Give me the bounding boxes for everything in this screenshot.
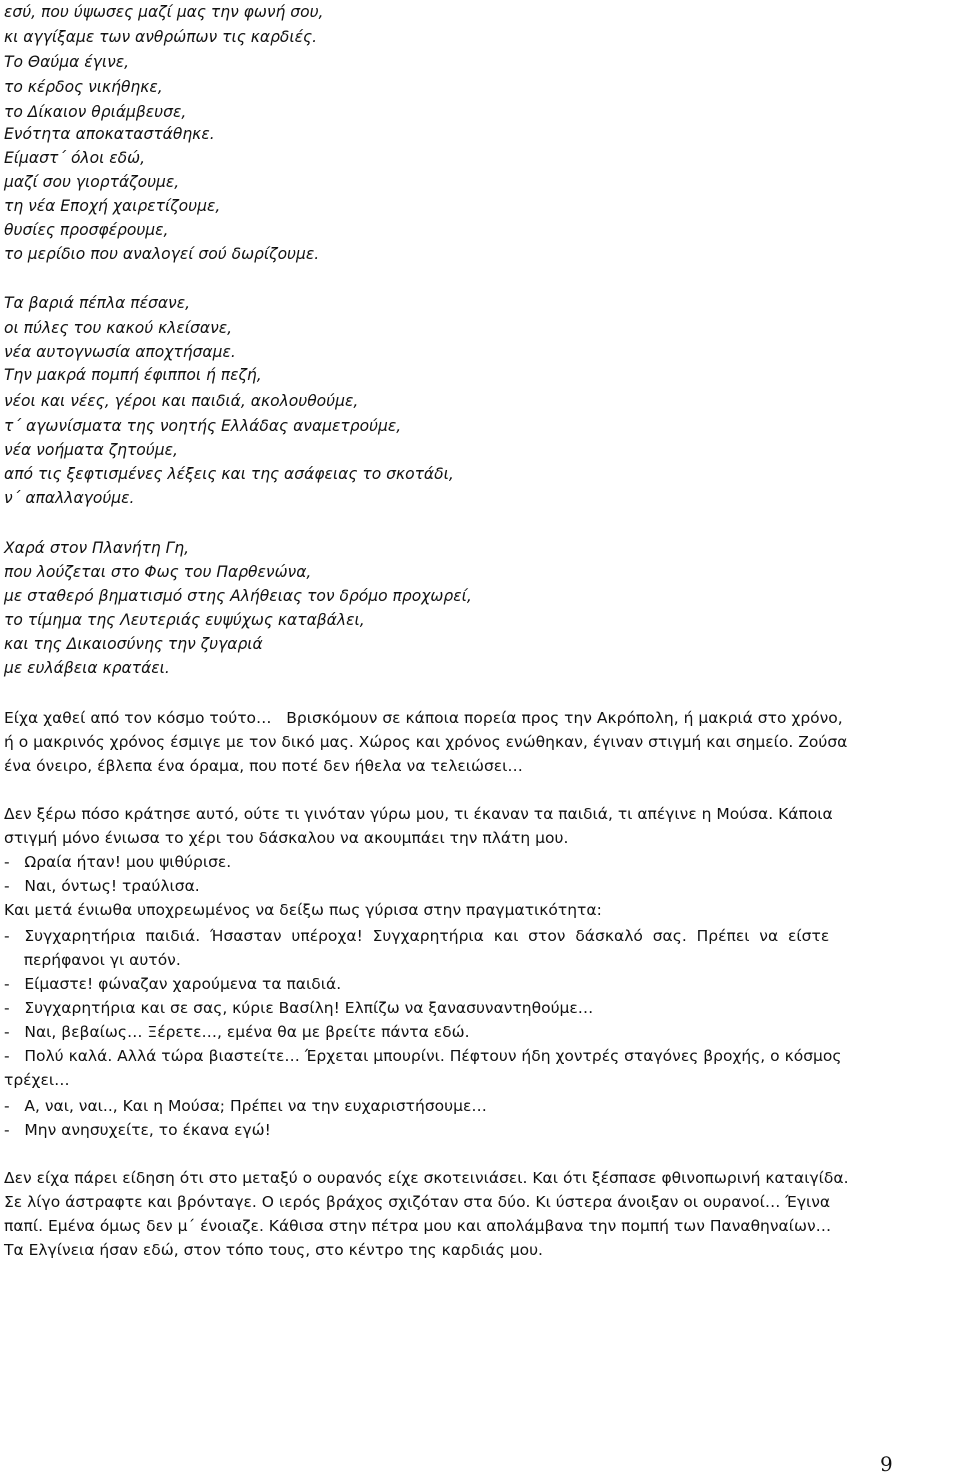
poem-line: το κέρδος νικήθηκε, (4, 78, 163, 96)
prose-line: στιγμή μόνο ένιωσα το χέρι του δάσκαλου να ακουμπάει την πλάτη μου. (4, 829, 569, 847)
poem-line: και της Δικαιοσύνης την ζυγαριά (4, 635, 263, 653)
poem-line: θυσίες προσφέρουμε, (4, 221, 169, 239)
poem-line: Το Θαύμα έγινε, (4, 53, 130, 71)
dialogue-line: - Ωραία ήταν! μου ψιθύρισε. (4, 853, 232, 871)
poem-line: με ευλάβεια κρατάει. (4, 659, 170, 677)
dialogue-line: περήφανοι γι αυτόν. (4, 951, 181, 969)
poem-line: το μερίδιο που αναλογεί σού δωρίζουμε. (4, 245, 320, 263)
poem-line: Τα βαριά πέπλα πέσανε, (4, 294, 191, 312)
poem-line: το τίμημα της Λευτεριάς ευψύχως καταβάλει, (4, 611, 365, 629)
poem-line: νέοι και νέες, γέροι και παιδιά, ακολουθούμε, (4, 392, 359, 410)
prose-line: ή ο μακρινός χρόνος έσμιγε με τον δικό μας. Χώρος και χρόνος ενώθηκαν, έγιναν στιγμή και σημείο. Ζούσα (4, 733, 848, 751)
poem-line: Την μακρά πομπή έφιπποι ή πεζή, (4, 366, 262, 384)
poem-line: νέα αυτογνωσία αποχτήσαμε. (4, 343, 236, 361)
poem-line: Ενότητα αποκαταστάθηκε. (4, 125, 215, 143)
poem-line: νέα νοήματα ζητούμε, (4, 441, 178, 459)
poem-line: τ΄ αγωνίσματα της νοητής Ελλάδας αναμετρούμε, (4, 417, 402, 435)
prose-line: Είχα χαθεί από τον κόσμο τούτο… Βρισκόμουν σε κάποια πορεία προς την Ακρόπολη, ή μακριά στο χρόνο, (4, 709, 843, 727)
prose-line: Και μετά ένιωθα υποχρεωμένος να δείξω πως γύρισα στην πραγματικότητα: (4, 901, 602, 919)
prose-line: τρέχει… (4, 1071, 70, 1089)
poem-line: μαζί σου γιορτάζουμε, (4, 173, 180, 191)
dialogue-line: - Συγχαρητήρια και σε σας, κύριε Βασίλη! Ελπίζω να ξανασυναντηθούμε… (4, 999, 594, 1017)
poem-line: κι αγγίξαμε των ανθρώπων τις καρδιές. (4, 28, 318, 46)
page-number: 9 (880, 1452, 893, 1476)
dialogue-line: - Ναι, βεβαίως… Ξέρετε…, εμένα θα με βρείτε πάντα εδώ. (4, 1023, 470, 1041)
poem-line: οι πύλες του κακού κλείσανε, (4, 319, 233, 337)
dialogue-line: - Είμαστε! φώναζαν χαρούμενα τα παιδιά. (4, 975, 342, 993)
poem-line: Χαρά στον Πλανήτη Γη, (4, 539, 190, 557)
prose-line: Τα Ελγίνεια ήσαν εδώ, στον τόπο τους, στο κέντρο της καρδιάς μου. (4, 1241, 543, 1259)
dialogue-line: - Συγχαρητήρια παιδιά. Ήσασταν υπέροχα! Συγχαρητήρια και στον δάσκαλό σας. Πρέπει να είστε (4, 927, 830, 945)
poem-line: το Δίκαιον θριάμβευσε, (4, 103, 187, 121)
poem-line: με σταθερό βηματισμό στης Αλήθειας τον δρόμο προχωρεί, (4, 587, 472, 605)
dialogue-line: - Ναι, όντως! τραύλισα. (4, 877, 200, 895)
poem-line: εσύ, που ύψωσες μαζί μας την φωνή σου, (4, 3, 324, 21)
poem-line: από τις ξεφτισμένες λέξεις και της ασάφειας το σκοτάδι, (4, 465, 454, 483)
poem-line: Είμαστ΄ όλοι εδώ, (4, 149, 146, 167)
dialogue-line: - Πολύ καλά. Αλλά τώρα βιαστείτε… Έρχεται μπουρίνι. Πέφτουν ήδη χοντρές σταγόνες βροχής, ο κόσμος (4, 1047, 842, 1065)
prose-line: παπί. Εμένα όμως δεν μ΄ ένοιαζε. Κάθισα στην πέτρα μου και απολάμβανα την πομπή των Παναθηναίων… (4, 1217, 832, 1235)
dialogue-line: - Α, ναι, ναι.., Και η Μούσα; Πρέπει να την ευχαριστήσουμε… (4, 1097, 487, 1115)
prose-line: ένα όνειρο, έβλεπα ένα όραμα, που ποτέ δεν ήθελα να τελειώσει… (4, 757, 523, 775)
poem-line: τη νέα Εποχή χαιρετίζουμε, (4, 197, 221, 215)
poem-line: ν΄ απαλλαγούμε. (4, 489, 135, 507)
prose-line: Σε λίγο άστραφτε και βρόνταγε. Ο ιερός βράχος σχιζόταν στα δύο. Κι ύστερα άνοιξαν οι ουρανοί… Έγινα (4, 1193, 831, 1211)
prose-line: Δεν είχα πάρει είδηση ότι στο μεταξύ ο ουρανός είχε σκοτεινιάσει. Και ότι ξέσπασε φθινοπωρινή καταιγίδα. (4, 1169, 849, 1187)
dialogue-line: - Μην ανησυχείτε, το έκανα εγώ! (4, 1121, 271, 1139)
prose-line: Δεν ξέρω πόσο κράτησε αυτό, ούτε τι γινόταν γύρω μου, τι έκαναν τα παιδιά, τι απέγινε η Μούσα. Κάποια (4, 805, 833, 823)
poem-line: που λούζεται στο Φως του Παρθενώνα, (4, 563, 312, 581)
